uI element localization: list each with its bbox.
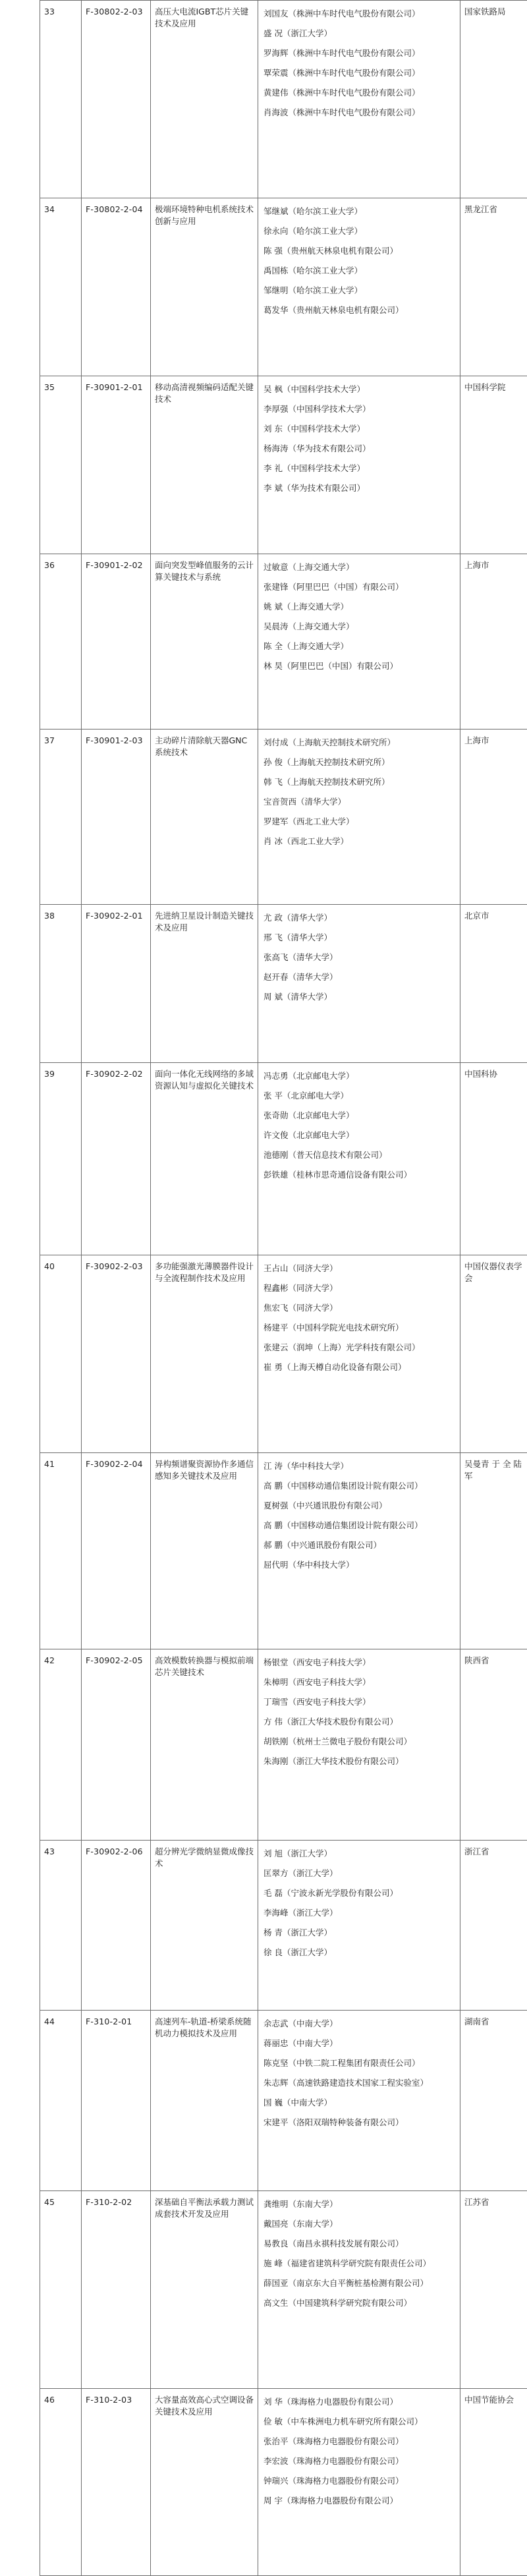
contributor: 过敏意（上海交通大学） bbox=[264, 559, 455, 579]
contributor: 邢 飞（清华大学） bbox=[264, 930, 455, 950]
contributor: 戴国亮（东南大学） bbox=[264, 2216, 455, 2236]
contributor: 李海峰（浙江大学） bbox=[264, 1905, 455, 1925]
contributor: 朱志辉（高速铁路建造技术国家工程实验室） bbox=[264, 2075, 455, 2095]
contributor: 王占山（同济大学） bbox=[264, 1261, 455, 1280]
project-code: F-30901-2-03 bbox=[82, 730, 151, 905]
nominating-unit: 湖南省 bbox=[460, 2011, 527, 2191]
project-title: 超分辨光学微纳显微成像技术 bbox=[151, 1841, 258, 2011]
row-number: 45 bbox=[40, 2191, 82, 2389]
project-title: 极端环境特种电机系统技术创新与应用 bbox=[151, 198, 258, 376]
contributor: 朱樟明（西安电子科技大学） bbox=[264, 1674, 455, 1694]
nominating-unit: 上海市 bbox=[460, 730, 527, 905]
contributor: 杨 青（浙江大学） bbox=[264, 1925, 455, 1945]
contributor: 张 平（北京邮电大学） bbox=[264, 1088, 455, 1108]
contributor: 张治平（珠海格力电器股份有限公司） bbox=[264, 2434, 455, 2453]
project-title: 先进纳卫星设计制造关键技术及应用 bbox=[151, 905, 258, 1063]
contributor: 许文俊（北京邮电大学） bbox=[264, 1128, 455, 1147]
contributor: 毛 磊（宁波永新光学股份有限公司） bbox=[264, 1885, 455, 1905]
contributor: 刘付成（上海航天控制技术研究所） bbox=[264, 735, 455, 755]
table-row bbox=[40, 1063, 527, 1255]
table-row bbox=[40, 376, 527, 554]
contributor: 国 巍（中南大学） bbox=[264, 2095, 455, 2115]
project-title: 移动高清视频编码适配关键技术 bbox=[151, 376, 258, 554]
contributors-list bbox=[258, 1, 460, 198]
nominating-unit: 中国科协 bbox=[460, 1063, 527, 1255]
contributor: 易教良（南昌永祺科技发展有限公司） bbox=[264, 2236, 455, 2256]
contributor: 罗海辉（株洲中车时代电气股份有限公司） bbox=[264, 45, 455, 65]
contributor: 赵开春（清华大学） bbox=[264, 969, 455, 989]
awards-table bbox=[40, 0, 527, 2576]
contributor: 胡铁刚（杭州士兰微电子股份有限公司） bbox=[264, 1734, 455, 1754]
contributor: 高 鹏（中国移动通信集团设计院有限公司） bbox=[264, 1478, 455, 1498]
row-number: 46 bbox=[40, 2389, 82, 2576]
contributors-list bbox=[258, 198, 460, 376]
nominating-unit: 中国仪器仪表学会 bbox=[460, 1255, 527, 1453]
contributor: 刘 旭（浙江大学） bbox=[264, 1846, 455, 1866]
project-title: 深基础自平衡法承载力测试成套技术开发及应用 bbox=[151, 2191, 258, 2389]
contributor: 肖 冰（西北工业大学） bbox=[264, 834, 455, 853]
contributor: 李厚强（中国科学技术大学） bbox=[264, 401, 455, 421]
row-number: 35 bbox=[40, 376, 82, 554]
row-number: 40 bbox=[40, 1255, 82, 1453]
contributor: 李 斌（华为技术有限公司） bbox=[264, 480, 455, 500]
project-title: 主动碎片清除航天器GNC系统技术 bbox=[151, 730, 258, 905]
row-number: 39 bbox=[40, 1063, 82, 1255]
contributor: 陈克坚（中铁二院工程集团有限责任公司） bbox=[264, 2055, 455, 2075]
contributor: 丁瑞雪（西安电子科技大学） bbox=[264, 1694, 455, 1714]
contributor: 李宏波（珠海格力电器股份有限公司） bbox=[264, 2453, 455, 2473]
row-number: 38 bbox=[40, 905, 82, 1063]
project-title: 高压大电流IGBT芯片关键技术及应用 bbox=[151, 1, 258, 198]
contributor: 焦宏飞（同济大学） bbox=[264, 1300, 455, 1320]
contributor: 俭 敏（中车株洲电力机车研究所有限公司） bbox=[264, 2414, 455, 2434]
contributor: 高文生（中国建筑科学研究院有限公司） bbox=[264, 2295, 455, 2315]
contributor: 崔 勇（上海天樽自动化设备有限公司） bbox=[264, 1360, 455, 1379]
contributor: 韩 飞（上海航天控制技术研究所） bbox=[264, 774, 455, 794]
nominating-unit: 陕西省 bbox=[460, 1649, 527, 1841]
contributor: 徐永向（哈尔滨工业大学） bbox=[264, 223, 455, 243]
nominating-unit: 江苏省 bbox=[460, 2191, 527, 2389]
contributor: 孙 俊（上海航天控制技术研究所） bbox=[264, 755, 455, 774]
contributor: 余志武（中南大学） bbox=[264, 2016, 455, 2036]
nominating-unit: 黑龙江省 bbox=[460, 198, 527, 376]
contributor: 邹继明（哈尔滨工业大学） bbox=[264, 283, 455, 302]
table-row bbox=[40, 554, 527, 730]
project-code: F-30901-2-02 bbox=[82, 554, 151, 730]
table-row bbox=[40, 1453, 527, 1649]
row-number: 44 bbox=[40, 2011, 82, 2191]
project-code: F-30902-2-04 bbox=[82, 1453, 151, 1649]
contributors-list bbox=[258, 730, 460, 905]
contributor: 程鑫彬（同济大学） bbox=[264, 1280, 455, 1300]
project-code: F-30902-2-02 bbox=[82, 1063, 151, 1255]
contributor: 钟瑞兴（珠海格力电器股份有限公司） bbox=[264, 2473, 455, 2493]
contributor: 张高飞（清华大学） bbox=[264, 950, 455, 969]
contributor: 刘国友（株洲中车时代电气股份有限公司） bbox=[264, 6, 455, 26]
row-number: 41 bbox=[40, 1453, 82, 1649]
contributor: 周 斌（清华大学） bbox=[264, 989, 455, 1009]
contributor: 黄建伟（株洲中车时代电气股份有限公司） bbox=[264, 85, 455, 105]
project-code: F-310-2-01 bbox=[82, 2011, 151, 2191]
contributor: 尤 政（清华大学） bbox=[264, 910, 455, 930]
row-number: 34 bbox=[40, 198, 82, 376]
contributors-list bbox=[258, 1649, 460, 1841]
contributor: 朱海刚（浙江大华技术股份有限公司） bbox=[264, 1754, 455, 1773]
project-code: F-30802-2-04 bbox=[82, 198, 151, 376]
contributor: 杨建平（中国科学院光电技术研究所） bbox=[264, 1320, 455, 1340]
table-row bbox=[40, 198, 527, 376]
contributors-list bbox=[258, 554, 460, 730]
contributors-list bbox=[258, 2389, 460, 2576]
contributor: 施 峰（福建省建筑科学研究院有限责任公司） bbox=[264, 2256, 455, 2275]
project-title: 异构频谱聚资源协作多通信感知多关键技术及应用 bbox=[151, 1453, 258, 1649]
nominating-unit: 吴曼青 于 全 陆 军 bbox=[460, 1453, 527, 1649]
project-title: 高效模数转换器与模拟前端芯片关键技术 bbox=[151, 1649, 258, 1841]
project-code: F-30902-2-01 bbox=[82, 905, 151, 1063]
nominating-unit: 北京市 bbox=[460, 905, 527, 1063]
contributor: 张建云（润坤（上海）光学科技有限公司） bbox=[264, 1340, 455, 1360]
table-row bbox=[40, 905, 527, 1063]
contributor: 姚 斌（上海交通大学） bbox=[264, 599, 455, 619]
project-code: F-30902-2-05 bbox=[82, 1649, 151, 1841]
contributor: 屈代明（华中科技大学） bbox=[264, 1557, 455, 1577]
contributor: 周 宇（珠海格力电器股份有限公司） bbox=[264, 2493, 455, 2513]
contributors-list bbox=[258, 2011, 460, 2191]
project-title: 面向一体化无线网络的多域资源认知与虚拟化关键技术 bbox=[151, 1063, 258, 1255]
table-body bbox=[40, 1, 527, 2576]
contributor: 肖海波（株洲中车时代电气股份有限公司） bbox=[264, 105, 455, 125]
contributor: 盛 况（浙江大学） bbox=[264, 26, 455, 45]
contributor: 匡翠方（浙江大学） bbox=[264, 1866, 455, 1885]
project-title: 大容量高效高心式空调设备关键技术及应用 bbox=[151, 2389, 258, 2576]
contributor: 刘 华（珠海格力电器股份有限公司） bbox=[264, 2394, 455, 2414]
contributor: 江 涛（华中科技大学） bbox=[264, 1458, 455, 1478]
table-row bbox=[40, 1255, 527, 1453]
contributor: 杨海涛（华为技术有限公司） bbox=[264, 441, 455, 461]
project-code: F-30901-2-01 bbox=[82, 376, 151, 554]
contributor: 葛发华（贵州航天林泉电机有限公司） bbox=[264, 302, 455, 322]
contributor: 张建锋（阿里巴巴（中国）有限公司） bbox=[264, 579, 455, 599]
contributor: 吴晨涛（上海交通大学） bbox=[264, 619, 455, 639]
contributors-list bbox=[258, 2191, 460, 2389]
contributor: 夏树强（中兴通讯股份有限公司） bbox=[264, 1498, 455, 1518]
table-row bbox=[40, 2191, 527, 2389]
contributor: 邹继斌（哈尔滨工业大学） bbox=[264, 204, 455, 223]
project-code: F-30802-2-03 bbox=[82, 1, 151, 198]
contributors-list bbox=[258, 1453, 460, 1649]
row-number: 43 bbox=[40, 1841, 82, 2011]
project-code: F-310-2-02 bbox=[82, 2191, 151, 2389]
contributor: 刘 东（中国科学技术大学） bbox=[264, 421, 455, 441]
table-row bbox=[40, 2389, 527, 2576]
project-title: 多功能强激光薄膜器件设计与全流程制作技术及应用 bbox=[151, 1255, 258, 1453]
contributor: 宋建平（洛阳双瑞特种装备有限公司） bbox=[264, 2115, 455, 2134]
table-row bbox=[40, 2011, 527, 2191]
contributor: 陈 全（上海交通大学） bbox=[264, 639, 455, 658]
contributors-list bbox=[258, 1063, 460, 1255]
table-row bbox=[40, 1649, 527, 1841]
nominating-unit: 浙江省 bbox=[460, 1841, 527, 2011]
contributor: 林 昊（阿里巴巴（中国）有限公司） bbox=[264, 658, 455, 678]
awards-table-wrapper bbox=[40, 0, 487, 2576]
contributor: 张奇勋（北京邮电大学） bbox=[264, 1108, 455, 1128]
contributor: 宝音贺西（清华大学） bbox=[264, 794, 455, 814]
row-number: 42 bbox=[40, 1649, 82, 1841]
project-code: F-30902-2-06 bbox=[82, 1841, 151, 2011]
contributor: 徐 良（浙江大学） bbox=[264, 1945, 455, 1964]
table-row bbox=[40, 1841, 527, 2011]
contributor: 吴 枫（中国科学技术大学） bbox=[264, 382, 455, 401]
table-row bbox=[40, 1, 527, 198]
contributor: 李 礼（中国科学技术大学） bbox=[264, 461, 455, 480]
project-code: F-310-2-03 bbox=[82, 2389, 151, 2576]
contributors-list bbox=[258, 1841, 460, 2011]
contributor: 覃荣震（株洲中车时代电气股份有限公司） bbox=[264, 65, 455, 85]
contributors-list bbox=[258, 376, 460, 554]
project-title: 高速列车-轨道-桥梁系统随机动力模拟技术及应用 bbox=[151, 2011, 258, 2191]
contributor: 薛国亚（南京东大自平衡桩基检测有限公司） bbox=[264, 2275, 455, 2295]
contributor: 郝 鹏（中兴通讯股份有限公司） bbox=[264, 1537, 455, 1557]
project-code: F-30902-2-03 bbox=[82, 1255, 151, 1453]
nominating-unit: 中国科学院 bbox=[460, 376, 527, 554]
contributors-list bbox=[258, 905, 460, 1063]
row-number: 36 bbox=[40, 554, 82, 730]
nominating-unit: 国家铁路局 bbox=[460, 1, 527, 198]
contributor: 禹国栋（哈尔滨工业大学） bbox=[264, 263, 455, 283]
contributors-list bbox=[258, 1255, 460, 1453]
nominating-unit: 中国节能协会 bbox=[460, 2389, 527, 2576]
contributor: 陈 强（贵州航天林泉电机有限公司） bbox=[264, 243, 455, 263]
contributor: 杨银堂（西安电子科技大学） bbox=[264, 1655, 455, 1674]
contributor: 方 伟（浙江大华技术股份有限公司） bbox=[264, 1714, 455, 1734]
contributor: 蒋丽忠（中南大学） bbox=[264, 2036, 455, 2055]
project-title: 面向突发型峰值服务的云计算关键技术与系统 bbox=[151, 554, 258, 730]
contributor: 池德刚（普天信息技术有限公司） bbox=[264, 1147, 455, 1167]
contributor: 龚维明（东南大学） bbox=[264, 2196, 455, 2216]
contributor: 冯志勇（北京邮电大学） bbox=[264, 1068, 455, 1088]
contributor: 彭铁雄（桂林市思奇通信设备有限公司） bbox=[264, 1167, 455, 1187]
contributor: 高 鹏（中国移动通信集团设计院有限公司） bbox=[264, 1518, 455, 1537]
contributor: 罗建军（西北工业大学） bbox=[264, 814, 455, 834]
table-row bbox=[40, 730, 527, 905]
row-number: 37 bbox=[40, 730, 82, 905]
nominating-unit: 上海市 bbox=[460, 554, 527, 730]
row-number: 33 bbox=[40, 1, 82, 198]
